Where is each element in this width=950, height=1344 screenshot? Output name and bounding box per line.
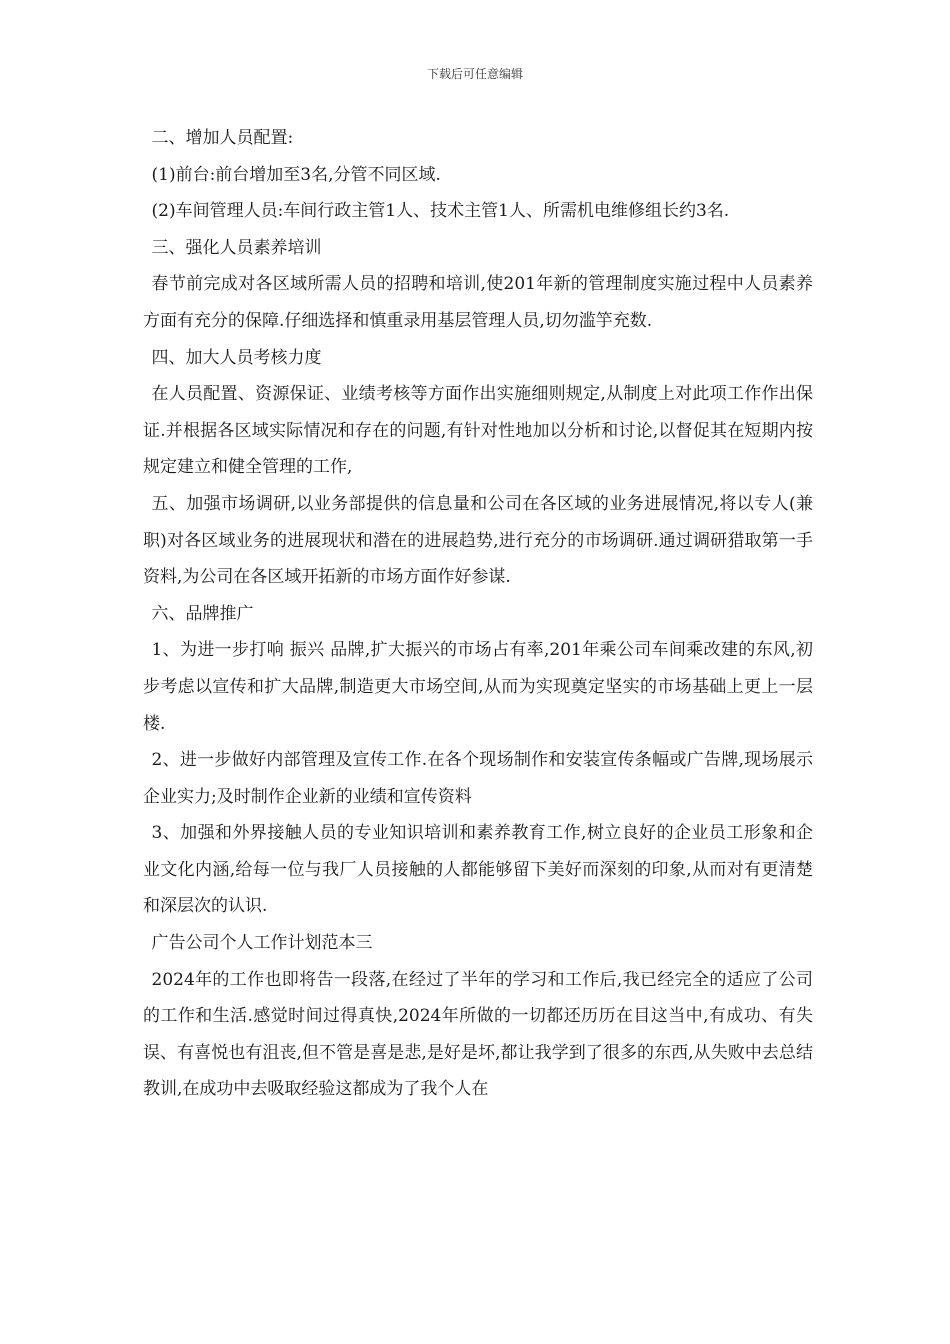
paragraph: 3、加强和外界接触人员的专业知识培训和素养教育工作,树立良好的企业员工形象和企业文化内涵,给每一位与我厂人员接触的人都能够留下美好而深刻的印象,从而对有更清楚和深层次的认识. bbox=[143, 823, 813, 917]
paragraph: 春节前完成对各区域所需人员的招聘和培训,使201年新的管理制度实施过程中人员素养方面有充分的保障.仔细选择和慎重录用基层管理人员,切勿滥竽充数. bbox=[143, 274, 813, 331]
paragraph: 1、为进一步打响 振兴 品牌,扩大振兴的市场占有率,201年乘公司车间乘改建的东风,初步考虑以宣传和扩大品牌,制造更大市场空间,从而为实现奠定坚实的市场基础上更上一层楼. bbox=[143, 640, 813, 734]
section-heading: 六、品牌推广 bbox=[151, 603, 254, 624]
paragraph: (1)前台:前台增加至3名,分管不同区域. bbox=[151, 164, 441, 185]
page-header: 下载后可任意编辑 bbox=[426, 67, 523, 81]
paragraph: 五、加强市场调研,以业务部提供的信息量和公司在各区域的业务进展情况,将以专人(兼职)对各区域业务的进展现状和潜在的进展趋势,进行充分的市场调研.通过调研猎取第一手资料,为公司在各区域开拓新的市场方面作好参谋. bbox=[143, 493, 813, 588]
section-heading: 四、加大人员考核力度 bbox=[151, 347, 322, 368]
document-title: 广告公司个人工作计划范本三 bbox=[151, 933, 373, 954]
paragraph: 2024年的工作也即将告一段落,在经过了半年的学习和工作后,我已经完全的适应了公司的工作和生活.感觉时间过得真快,2024年所做的一切都还历历在目这当中,有成功、有失误、有喜悦也有沮丧,但不管是喜是悲,是好是坏,都让我学到了很多的东西,从失败中去总结教训,在成功中去吸取经验这都成为了我个人在 bbox=[143, 969, 813, 1100]
section-heading: 三、强化人员素养培训 bbox=[151, 237, 322, 258]
document-body bbox=[143, 120, 813, 1108]
paragraph: 2、进一步做好内部管理及宣传工作.在各个现场制作和安装宣传条幅或广告牌,现场展示企业实力;及时制作企业新的业绩和宣传资料 bbox=[143, 750, 813, 807]
section-heading: 二、增加人员配置: bbox=[151, 128, 294, 148]
paragraph: (2)车间管理人员:车间行政主管1人、技术主管1人、所需机电维修组长约3名. bbox=[151, 201, 730, 222]
paragraph: 在人员配置、资源保证、业绩考核等方面作出实施细则规定,从制度上对此项工作作出保证.并根据各区域实际情况和存在的问题,有针对性地加以分析和讨论,以督促其在短期内按规定建立和健全管理的工作, bbox=[143, 384, 813, 478]
